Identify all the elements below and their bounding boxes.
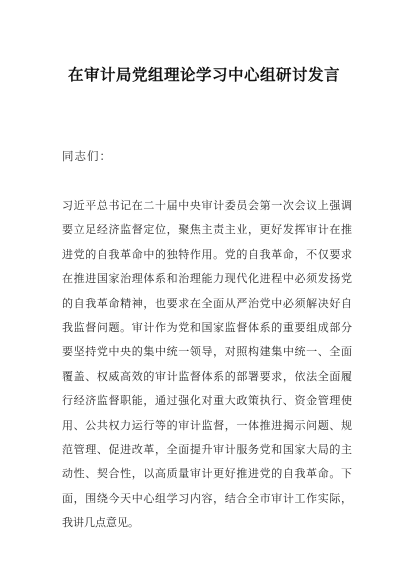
paragraph-line: 用、公共权力运行等的审计监督，一体推进揭示问题、规 [62,418,352,432]
body-paragraph [62,194,352,535]
paragraph-line: 覆盖、权威高效的审计监督体系的部署要求，依法全面履 [62,369,352,383]
paragraph-line: 我监督问题。审计作为党和国家监督体系的重要组成部分 [62,320,352,334]
paragraph-line: 面，围绕今天中心组学习内容，结合全市审计工作实际， [62,491,352,505]
salutation: 同志们： [62,149,112,163]
paragraph-line: 进党的自我革命中的独特作用。党的自我革命，不仅要求 [62,247,352,261]
paragraph-line: 行经济监督职能，通过强化对重大政策执行、资金管理使 [62,394,352,408]
paragraph-line: 的自我革命精神，也要求在全面从严治党中必须解决好自 [62,296,352,310]
paragraph-line: 要立足经济监督定位，聚焦主责主业，更好发挥审计在推 [62,223,352,237]
paragraph-line: 我讲几点意见。 [62,516,139,530]
document-title: 在审计局党组理论学习中心组研讨发言 [67,66,340,84]
paragraph-line: 要坚持党中央的集中统一领导，对照构建集中统一、全面 [62,345,352,359]
paragraph-line: 范管理、促进改革，全面提升审计服务党和国家大局的主 [62,442,352,456]
paragraph-line: 习近平总书记在二十届中央审计委员会第一次会议上强调 [62,199,352,212]
paragraph-line: 动性、契合性，以高质量审计更好推进党的自我革命。下 [62,467,352,481]
paragraph-line: 在推进国家治理体系和治理能力现代化进程中必须发扬党 [62,272,352,286]
